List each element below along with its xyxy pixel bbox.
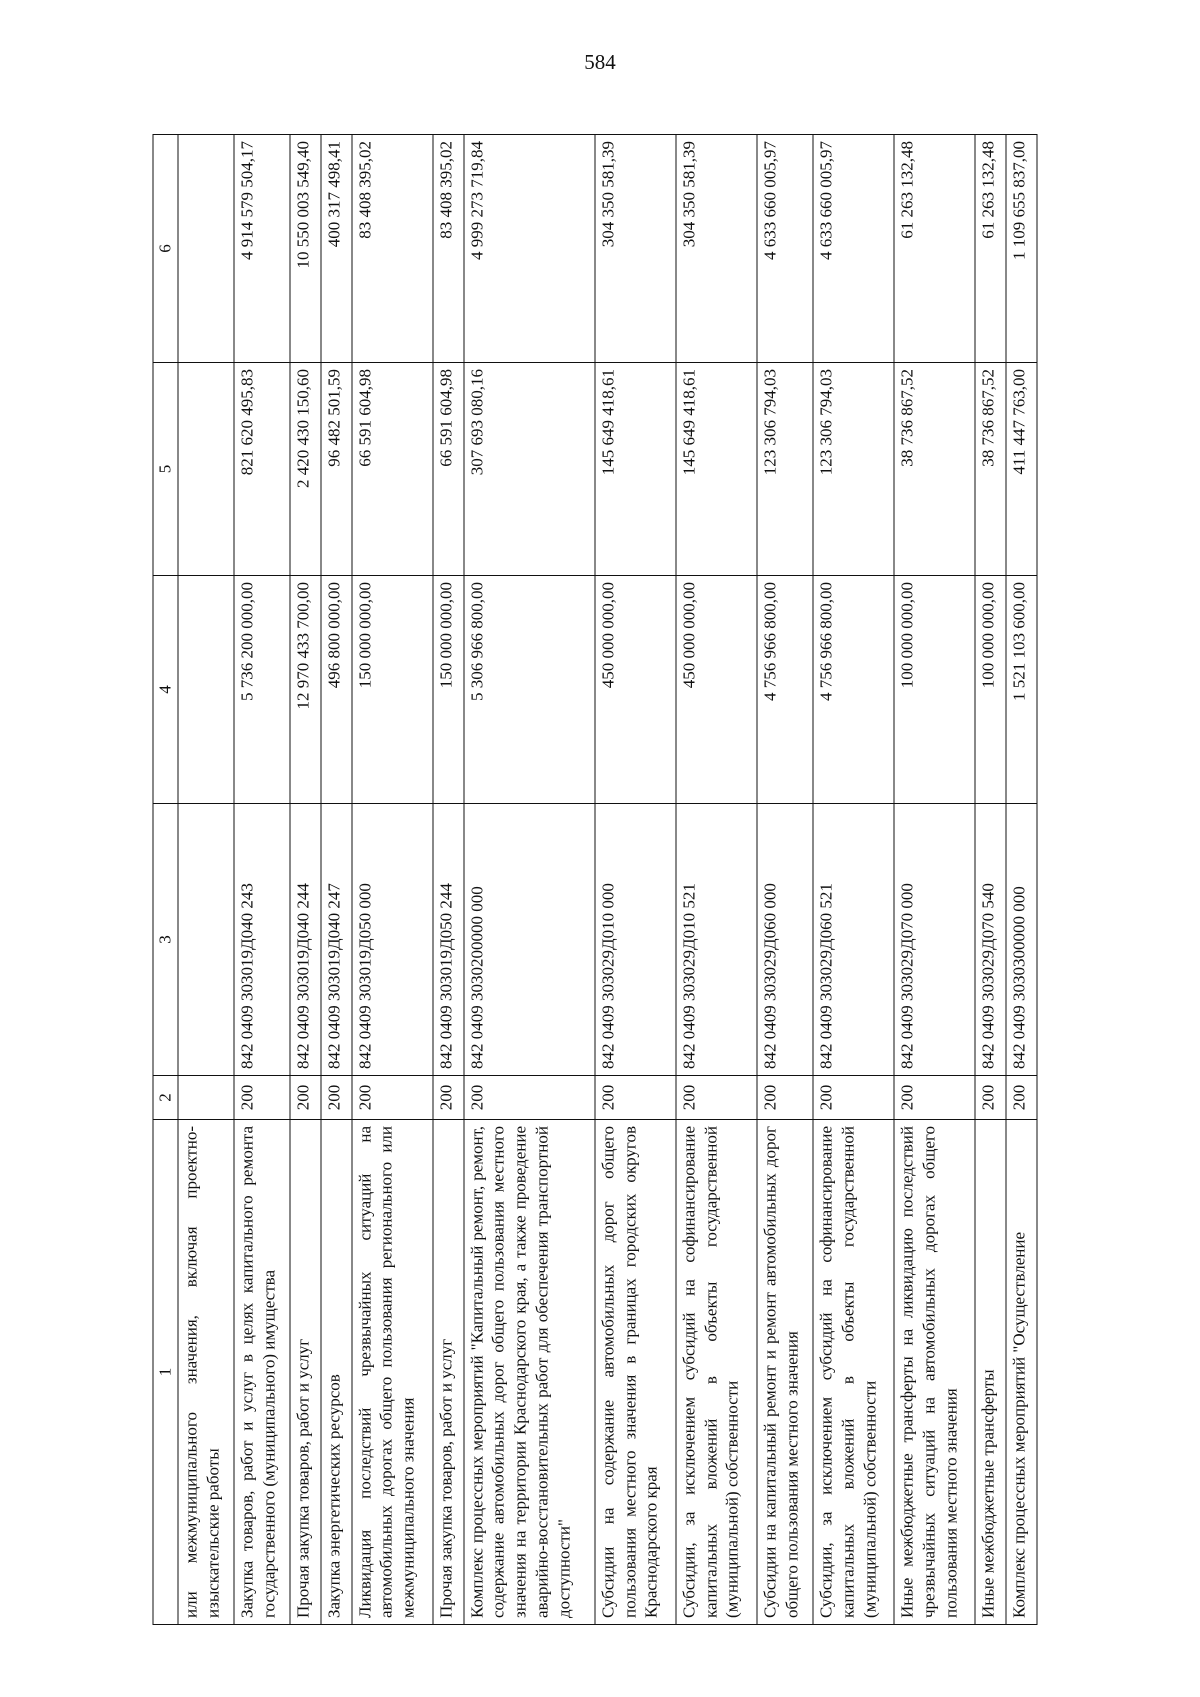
column-header: 1 — [153, 1120, 178, 1625]
row-rest-cell: 4 914 579 504,17 — [234, 135, 290, 363]
row-rest-cell: 61 263 132,48 — [975, 135, 1006, 363]
row-plan-cell: 4 756 966 800,00 — [757, 576, 813, 804]
row-rest-cell: 1 109 655 837,00 — [1006, 135, 1037, 363]
row-fact-cell: 66 591 604,98 — [433, 363, 464, 576]
row-plan-cell: 496 800 000,00 — [321, 576, 352, 804]
row-code-cell — [178, 804, 234, 1076]
row-fact-cell: 38 736 867,52 — [894, 363, 975, 576]
row-code-cell: 842 0409 303019Д040 243 — [234, 804, 290, 1076]
row-plan-cell: 150 000 000,00 — [433, 576, 464, 804]
row-name-cell: Комплекс процессных мероприятий "Осуществление — [1006, 1120, 1037, 1625]
row-fact-cell: 411 447 763,00 — [1006, 363, 1037, 576]
row-rest-cell: 4 633 660 005,97 — [757, 135, 813, 363]
row-fact-cell: 145 649 418,61 — [595, 363, 676, 576]
row-kvr-cell: 200 — [813, 1076, 894, 1120]
table-row — [1006, 135, 1037, 1625]
row-code-cell: 842 0409 303019Д050 244 — [433, 804, 464, 1076]
row-plan-cell: 100 000 000,00 — [975, 576, 1006, 804]
row-fact-cell — [178, 363, 234, 576]
row-name-cell: Субсидии на капитальный ремонт и ремонт автомобильных дорог общего пользования местного значения — [757, 1120, 813, 1625]
table-row — [234, 135, 290, 1625]
table-row — [595, 135, 676, 1625]
row-name-cell: Субсидии, за исключением субсидий на софинансирование капитальных вложений в объекты государственной (муниципальной) собственности — [676, 1120, 757, 1625]
row-code-cell: 842 0409 303029Д070 000 — [894, 804, 975, 1076]
row-kvr-cell: 200 — [321, 1076, 352, 1120]
row-kvr-cell: 200 — [234, 1076, 290, 1120]
row-name-cell: Комплекс процессных мероприятий "Капитальный ремонт, ремонт, содержание автомобильных дорог общего пользования местного значения на территории Краснодарского края, а также проведение аварийно-восстановительных работ для обеспечения транспортной доступности" — [464, 1120, 595, 1625]
row-fact-cell: 2 420 430 150,60 — [290, 363, 321, 576]
row-code-cell: 842 0409 303029Д010 000 — [595, 804, 676, 1076]
table-row — [894, 135, 975, 1625]
table-row — [352, 135, 433, 1625]
row-fact-cell: 96 482 501,59 — [321, 363, 352, 576]
row-rest-cell: 400 317 498,41 — [321, 135, 352, 363]
row-rest-cell: 83 408 395,02 — [433, 135, 464, 363]
budget-table-container — [153, 135, 1038, 1625]
row-fact-cell: 66 591 604,98 — [352, 363, 433, 576]
row-fact-cell: 123 306 794,03 — [813, 363, 894, 576]
row-code-cell: 842 0409 303029Д010 521 — [676, 804, 757, 1076]
row-code-cell: 842 0409 303029Д070 540 — [975, 804, 1006, 1076]
row-name-cell: Иные межбюджетные трансферты на ликвидацию последствий чрезвычайных ситуаций на автомобильных дорогах общего пользования местного значения — [894, 1120, 975, 1625]
row-name-cell: Иные межбюджетные трансферты — [975, 1120, 1006, 1625]
row-rest-cell: 61 263 132,48 — [894, 135, 975, 363]
column-header: 2 — [153, 1076, 178, 1120]
row-code-cell: 842 0409 3030300000 000 — [1006, 804, 1037, 1076]
row-fact-cell: 307 693 080,16 — [464, 363, 595, 576]
row-name-cell: или межмуниципального значения, включая проектно-изыскательские работы — [178, 1120, 234, 1625]
column-header: 4 — [153, 576, 178, 804]
row-plan-cell: 1 521 103 600,00 — [1006, 576, 1037, 804]
table-row — [676, 135, 757, 1625]
row-kvr-cell: 200 — [352, 1076, 433, 1120]
column-header: 5 — [153, 363, 178, 576]
row-kvr-cell: 200 — [1006, 1076, 1037, 1120]
table-row — [975, 135, 1006, 1625]
row-code-cell: 842 0409 3030200000 000 — [464, 804, 595, 1076]
column-header: 6 — [153, 135, 178, 363]
table-row — [321, 135, 352, 1625]
row-kvr-cell: 200 — [676, 1076, 757, 1120]
row-name-cell: Закупка товаров, работ и услуг в целях капитального ремонта государственного (муниципального) имущества — [234, 1120, 290, 1625]
row-fact-cell: 38 736 867,52 — [975, 363, 1006, 576]
table-row — [464, 135, 595, 1625]
table-row — [290, 135, 321, 1625]
row-kvr-cell: 200 — [433, 1076, 464, 1120]
row-code-cell: 842 0409 303029Д060 000 — [757, 804, 813, 1076]
row-name-cell: Субсидии на содержание автомобильных дорог общего пользования местного значения в границах городских округов Краснодарского края — [595, 1120, 676, 1625]
row-kvr-cell: 200 — [975, 1076, 1006, 1120]
row-name-cell: Субсидии, за исключением субсидий на софинансирование капитальных вложений в объекты государственной (муниципальной) собственности — [813, 1120, 894, 1625]
table-header-row — [153, 135, 178, 1625]
row-name-cell: Закупка энергетических ресурсов — [321, 1120, 352, 1625]
row-kvr-cell: 200 — [595, 1076, 676, 1120]
page-number: 584 — [584, 50, 616, 74]
row-rest-cell — [178, 135, 234, 363]
row-plan-cell: 4 756 966 800,00 — [813, 576, 894, 804]
row-plan-cell: 450 000 000,00 — [595, 576, 676, 804]
table-row — [757, 135, 813, 1625]
row-rest-cell: 304 350 581,39 — [676, 135, 757, 363]
row-kvr-cell: 200 — [894, 1076, 975, 1120]
row-code-cell: 842 0409 303019Д050 000 — [352, 804, 433, 1076]
row-fact-cell: 821 620 495,83 — [234, 363, 290, 576]
row-fact-cell: 123 306 794,03 — [757, 363, 813, 576]
row-plan-cell — [178, 576, 234, 804]
row-code-cell: 842 0409 303019Д040 247 — [321, 804, 352, 1076]
row-name-cell: Ликвидация последствий чрезвычайных ситуаций на автомобильных дорогах общего пользования регионального или межмуниципального значения — [352, 1120, 433, 1625]
row-name-cell: Прочая закупка товаров, работ и услуг — [290, 1120, 321, 1625]
row-kvr-cell: 200 — [290, 1076, 321, 1120]
row-plan-cell: 5 736 200 000,00 — [234, 576, 290, 804]
row-plan-cell: 150 000 000,00 — [352, 576, 433, 804]
row-plan-cell: 100 000 000,00 — [894, 576, 975, 804]
row-code-cell: 842 0409 303019Д040 244 — [290, 804, 321, 1076]
row-plan-cell: 12 970 433 700,00 — [290, 576, 321, 804]
row-rest-cell: 83 408 395,02 — [352, 135, 433, 363]
row-kvr-cell: 200 — [757, 1076, 813, 1120]
row-rest-cell: 4 999 273 719,84 — [464, 135, 595, 363]
row-kvr-cell — [178, 1076, 234, 1120]
row-plan-cell: 450 000 000,00 — [676, 576, 757, 804]
row-rest-cell: 10 550 003 549,40 — [290, 135, 321, 363]
column-header: 3 — [153, 804, 178, 1076]
row-kvr-cell: 200 — [464, 1076, 595, 1120]
row-plan-cell: 5 306 966 800,00 — [464, 576, 595, 804]
table-row — [813, 135, 894, 1625]
row-name-cell: Прочая закупка товаров, работ и услуг — [433, 1120, 464, 1625]
row-rest-cell: 4 633 660 005,97 — [813, 135, 894, 363]
table-body — [178, 135, 1037, 1625]
table-row — [178, 135, 234, 1625]
table-row — [433, 135, 464, 1625]
row-fact-cell: 145 649 418,61 — [676, 363, 757, 576]
row-code-cell: 842 0409 303029Д060 521 — [813, 804, 894, 1076]
budget-execution-table — [153, 134, 1038, 1625]
row-rest-cell: 304 350 581,39 — [595, 135, 676, 363]
